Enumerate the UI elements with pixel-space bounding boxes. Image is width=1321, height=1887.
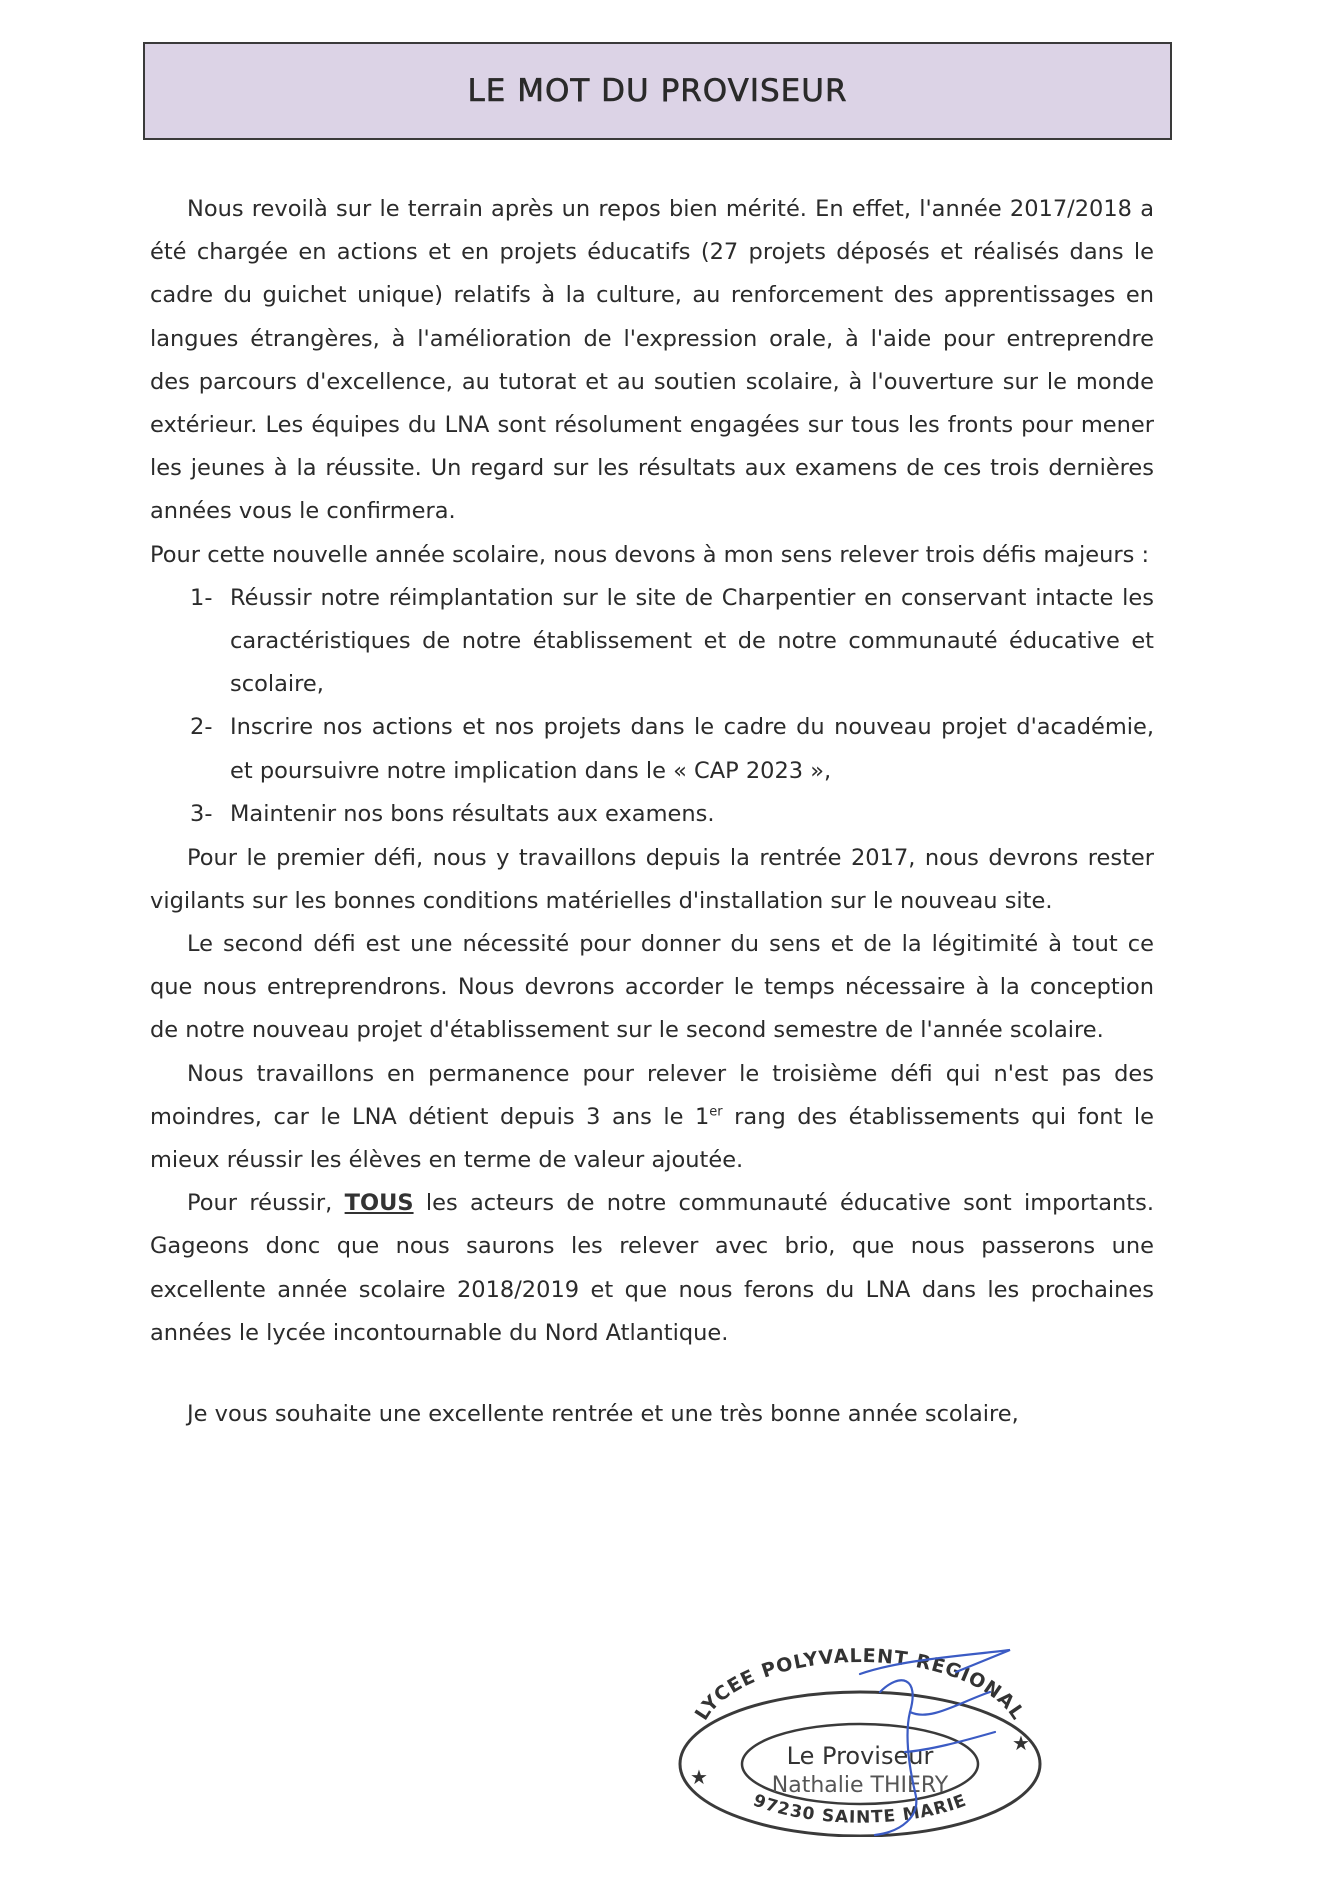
closing-line: Je vous souhaite une excellente rentrée et une très bonne année scolaire, (187, 1400, 1019, 1427)
stamp-name: Nathalie THIERY (771, 1773, 949, 1798)
list-item (150, 577, 1154, 707)
paragraph-reussir (150, 1182, 1154, 1355)
paragraph-troisieme-defi (150, 1053, 1154, 1183)
list-item-text: Réussir notre réimplantation sur le site de Charpentier en conservant intacte les caractéristiques de notre établissement et de notre communauté éducative et scolaire, (230, 584, 1154, 698)
list-item (150, 793, 1154, 836)
stamp-role: Le Proviseur (786, 1742, 934, 1770)
stamp-top-text: LYCEE POLYVALENT REGIONAL (690, 1644, 1030, 1725)
emphasis-tous: TOUS (344, 1190, 414, 1217)
letter-body (150, 188, 1154, 1436)
list-item-number: 2- (190, 714, 213, 741)
text-segment: rang des établissements qui font le mieux réussir les élèves en terme de valeur ajoutée. (150, 1103, 1155, 1173)
list-item-text: Inscrire nos actions et nos projets dans le cadre du nouveau projet d'académie, et poursuivre notre implication dans le « CAP 2023 », (230, 714, 1154, 784)
paragraph-premier-defi: Pour le premier défi, nous y travaillons depuis la rentrée 2017, nous devrons rester vigilants sur les bonnes conditions matérielles d'installation sur le nouveau site. (150, 844, 1154, 914)
defis-list (150, 577, 1154, 836)
text-segment: Pour réussir, (187, 1190, 345, 1217)
superscript: er (709, 1104, 723, 1120)
title-box (143, 42, 1172, 140)
text-segment: Nous travaillons en permanence pour relever le troisième défi qui n'est pas des moindres, car le LNA détient depuis 3 ans le 1 (150, 1060, 1154, 1130)
paragraph-second-defi: Le second défi est une nécessité pour donner du sens et de la légitimité à tout ce que nous entreprendrons. Nous devrons accorder le temps nécessaire à la conception de notre nouveau projet d'établissement sur le second semestre de l'année scolaire. (150, 930, 1154, 1044)
text-segment: les acteurs de notre communauté éducative sont importants. Gageons donc que nous saurons les relever avec brio, que nous passerons une excellente année scolaire 2018/2019 et que nous ferons du LNA dans les prochaines années le lycée incontournable du Nord Atlantique. (150, 1190, 1154, 1346)
star-icon: ★ (690, 1765, 708, 1789)
official-stamp (660, 1632, 1060, 1837)
list-item-number: 1- (190, 584, 213, 611)
paragraph-intro: Nous revoilà sur le terrain après un repos bien mérité. En effet, l'année 2017/2018 a été chargée en actions et en projets éducatifs (27 projets déposés et réalisés dans le cadre du guichet unique) relatifs à la culture, au renforcement des apprentissages en langues étrangères, à l'amélioration de l'expression orale, à l'aide pour entreprendre des parcours d'excellence, au tutorat et au soutien scolaire, à l'ouverture sur le monde extérieur. Les équipes du LNA sont résolument engagées sur tous les fronts pour mener les jeunes à la réussite. Un regard sur les résultats aux examens de ces trois dernières années vous le confirmera. (150, 196, 1154, 525)
stamp-bottom-text: 97230 SAINTE MARIE (750, 1790, 970, 1828)
list-item-text: Maintenir nos bons résultats aux examens. (230, 800, 715, 827)
paragraph-defis-intro: Pour cette nouvelle année scolaire, nous devons à mon sens relever trois défis majeurs : (150, 541, 1150, 568)
svg-text:LYCEE POLYVALENT REGIONAL (691, 1645, 1029, 1724)
page-title: LE MOT DU PROVISEUR (467, 73, 848, 109)
list-item-number: 3- (190, 800, 213, 827)
star-icon: ★ (1012, 1731, 1030, 1755)
list-item (150, 706, 1154, 792)
